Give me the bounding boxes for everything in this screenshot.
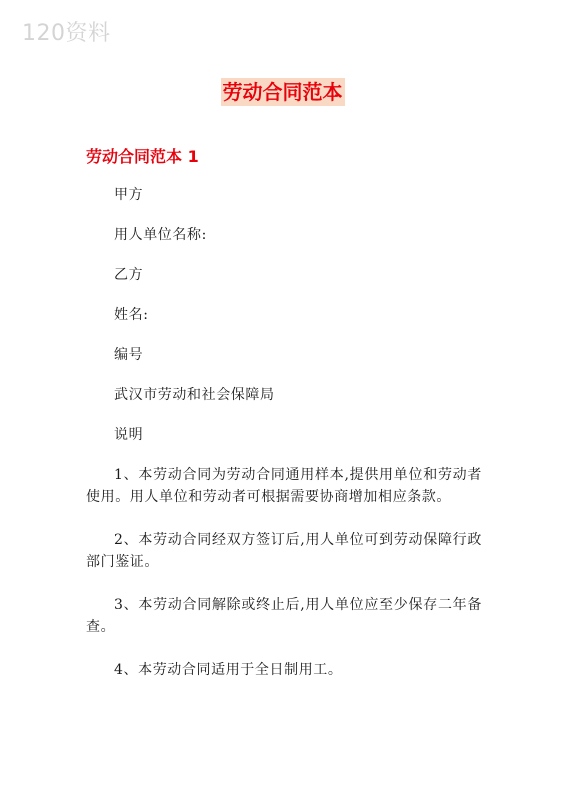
watermark-logo: 120资料 [22, 21, 111, 46]
party-b-label: 乙方 [114, 267, 144, 283]
instructions-heading: 说明 [114, 427, 144, 443]
section-heading: 劳动合同范本 1 [86, 147, 199, 166]
instruction-item-2: 2、本劳动合同经双方签订后,用人单位可到劳动保障行政部门鉴证。 [86, 532, 482, 570]
name-label: 姓名: [114, 307, 149, 323]
employer-name-label: 用人单位名称: [114, 227, 207, 243]
party-a-label: 甲方 [114, 187, 144, 203]
document-title-text: 劳动合同范本 [222, 80, 343, 104]
issuing-authority: 武汉市劳动和社会保障局 [114, 387, 275, 403]
instruction-item-1: 1、本劳动合同为劳动合同通用样本,提供用单位和劳动者使用。用人单位和劳动者可根据需要协商增加相应条款。 [86, 467, 482, 505]
document-title [0, 78, 565, 106]
instruction-item-4: 4、本劳动合同适用于全日制用工。 [114, 662, 343, 678]
document-body [86, 184, 482, 699]
number-label: 编号 [114, 347, 144, 363]
instruction-item-3: 3、本劳动合同解除或终止后,用人单位应至少保存二年备查。 [86, 597, 482, 635]
